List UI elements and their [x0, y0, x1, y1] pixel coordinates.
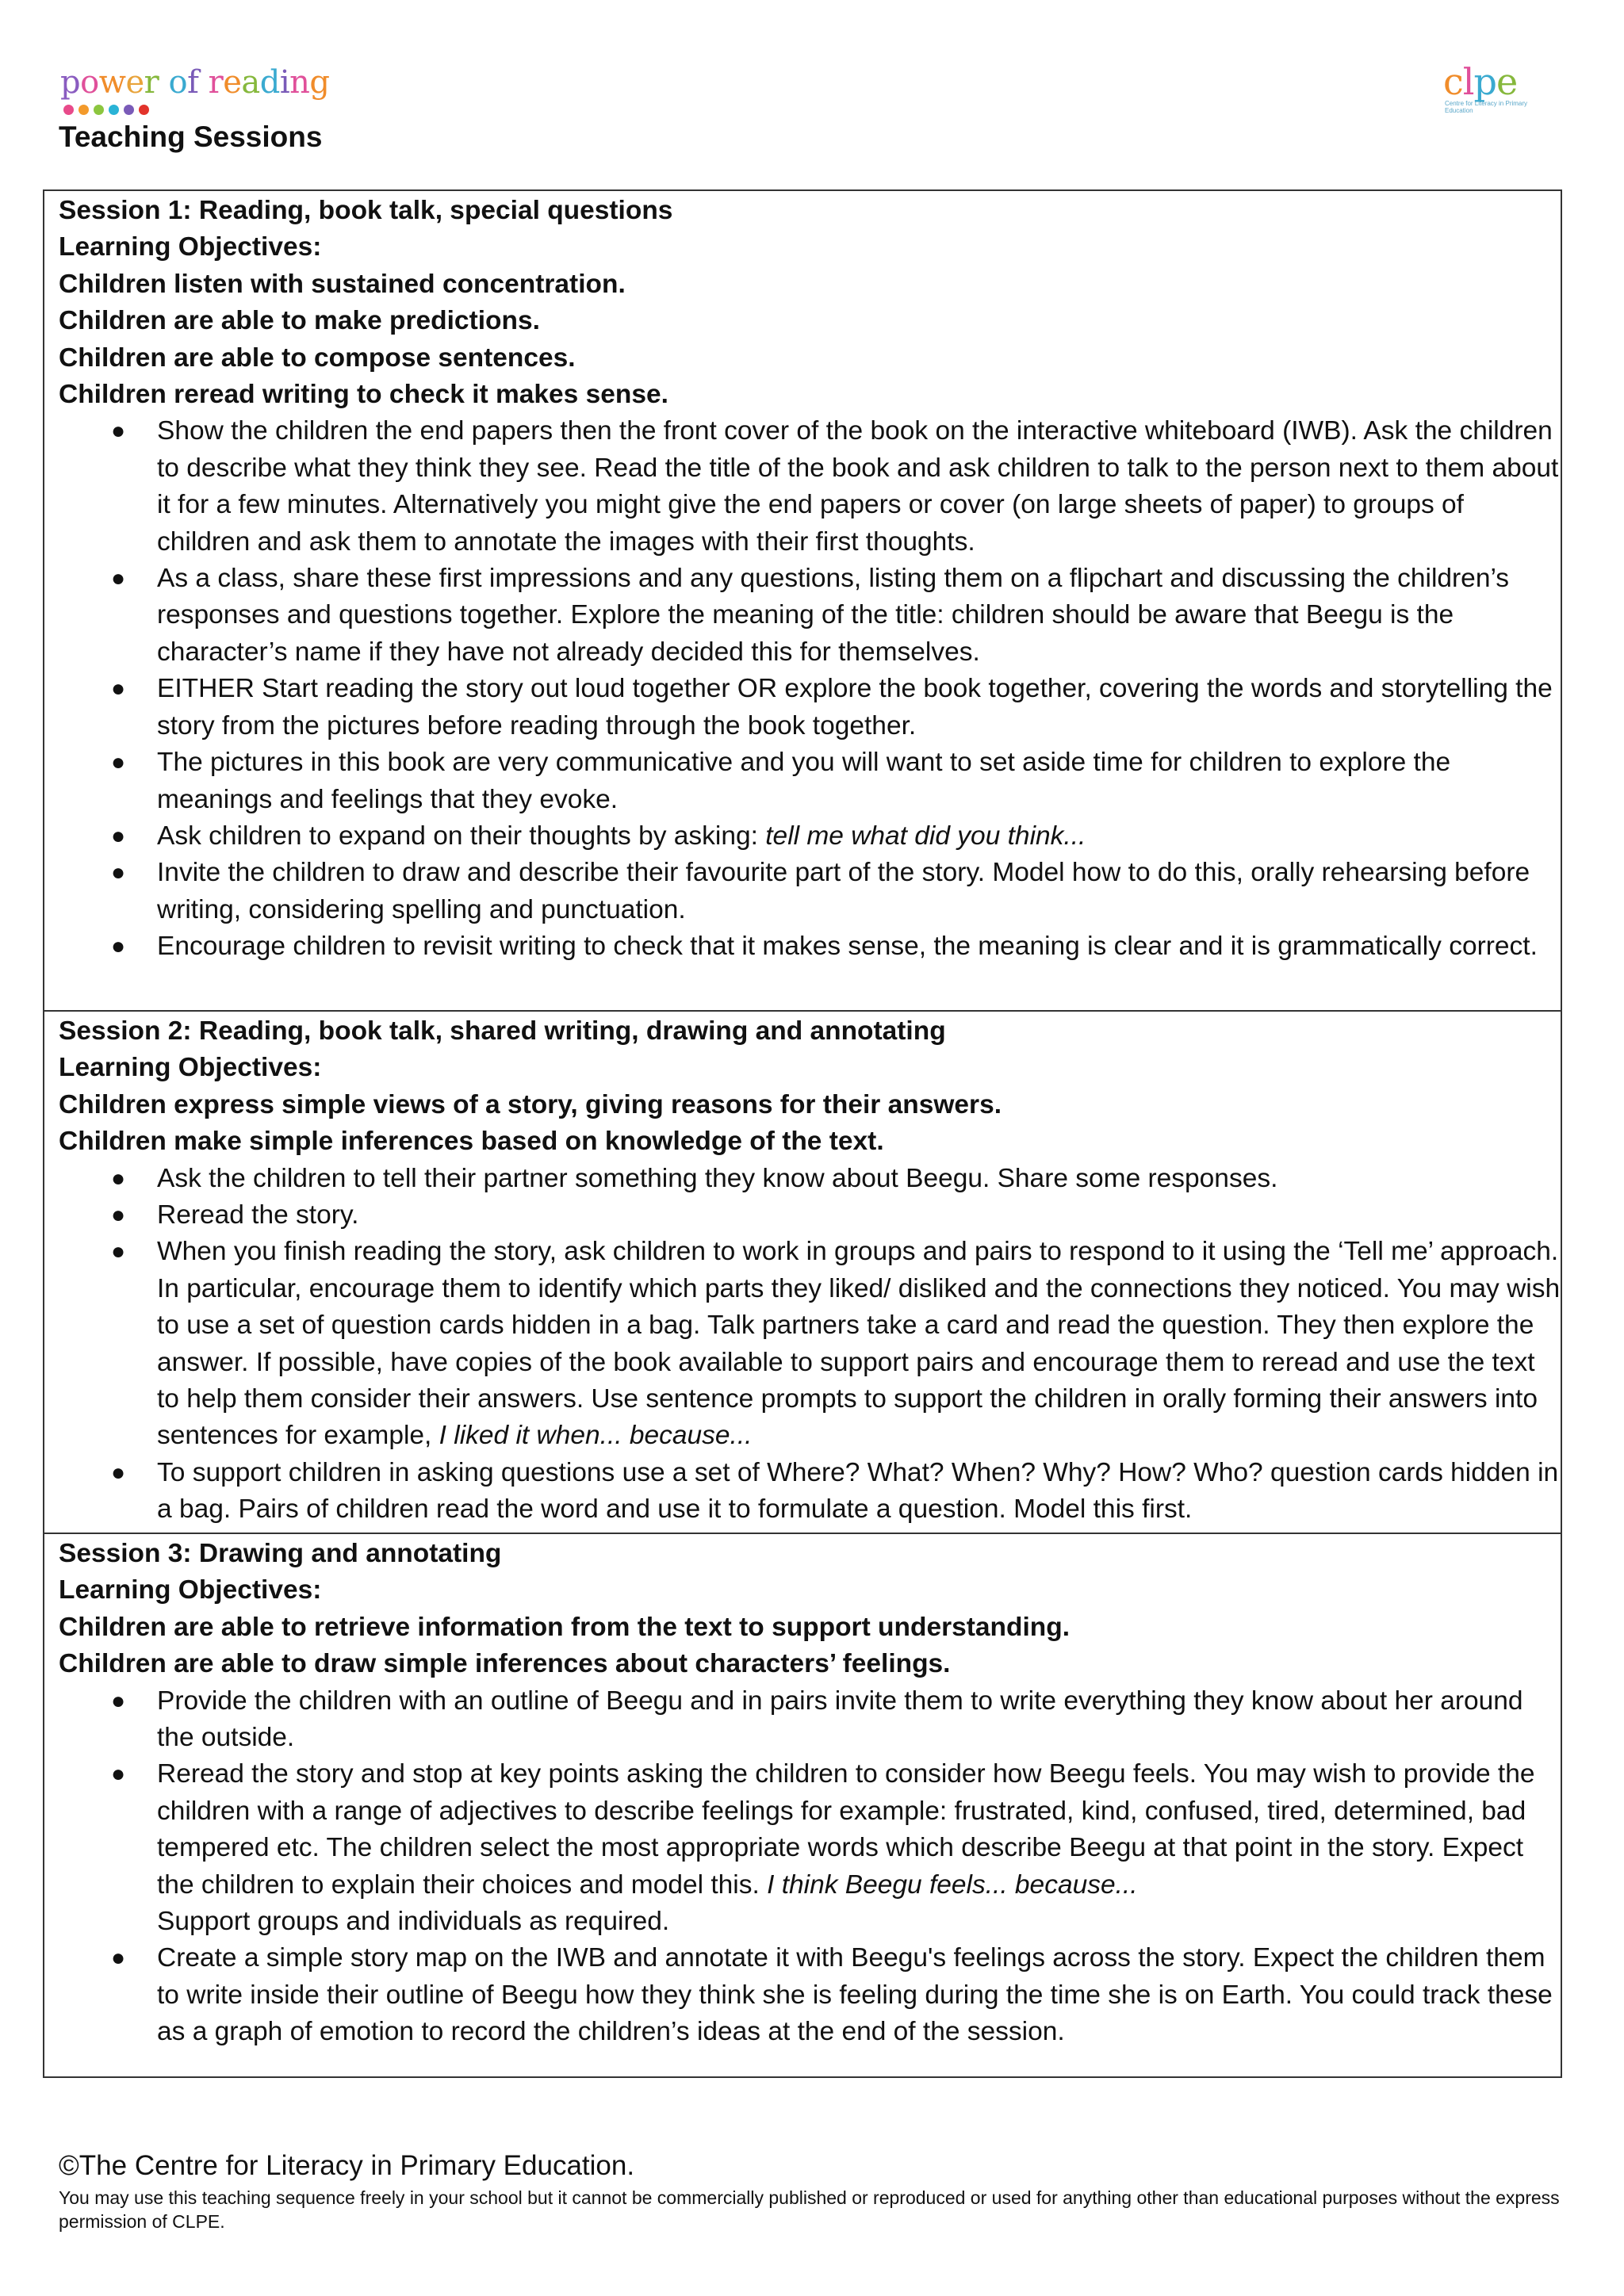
sessions-table: [43, 189, 1562, 2078]
list-item: [59, 1197, 1561, 1234]
bullet-text: To support children in asking questions use a set of Where? What? When? Why? How? Who? question cards hidden in a bag. Pairs of children read the word and use it to formulate a question. Model this first.: [157, 1457, 1559, 1525]
bullet-text: Provide the children with an outline of Beegu and in pairs invite them to write everything they know about her around the outside.: [157, 1686, 1523, 1753]
objective: Children reread writing to check it makes sense.: [59, 380, 668, 410]
list-item: [59, 855, 1561, 928]
bullet-text: Invite the children to draw and describe their favourite part of the story. Model how to do this, orally rehearsing before writing, considering spelling and punctuation.: [157, 858, 1530, 924]
page-title: Teaching Sessions: [59, 121, 323, 153]
clpe-logo: [1443, 60, 1530, 121]
session-heading: Session 1: Reading, book talk, special questions: [59, 196, 673, 225]
bullet-icon: ●: [111, 1761, 126, 1788]
logo-dots: [63, 105, 330, 115]
bullet-icon: ●: [111, 859, 126, 886]
objective: Children listen with sustained concentration.: [59, 269, 626, 299]
objective: Children are able to make predictions.: [59, 306, 540, 336]
session-1: [44, 191, 1561, 1012]
list-item: [59, 1161, 1561, 1197]
bullet-text: When you finish reading the story, ask children to work in groups and pairs to respond to it using the ‘Tell me’ approach. In particular, encourage them to identify which parts they liked/ disliked and the connections they noticed. You may wish to use a set of question cards hidden in a bag. Talk partners take a card and read the question. They then explore the answer. If possible, have copies of the book available to support pairs and encourage them to reread and use the text to help them consider their answers. Use sentence prompts to support the children in orally forming their answers into sentences for example,: [157, 1237, 1561, 1451]
bullet-text: Encourage children to revisit writing to check that it makes sense, the meaning is clear and it is grammatically correct.: [157, 932, 1538, 962]
session-heading: Session 3: Drawing and annotating: [59, 1539, 502, 1568]
bullet-list: [59, 413, 1561, 965]
bullet-icon: ●: [111, 1459, 126, 1486]
bullet-text-tail: Support groups and individuals as required.: [157, 1907, 670, 1937]
list-item: [59, 1234, 1561, 1454]
bullet-text: Ask children to expand on their thoughts by asking:: [157, 821, 766, 851]
bullet-text: Show the children the end papers then the front cover of the book on the interactive whiteboard (IWB). Ask the children to describe what they think they see. Read the title of the book and ask children to talk to the person next to them about it for a few minutes. Alternatively you might give the end papers or cover (on large sheets of paper) to groups of children and ask them to annotate the images with their first thoughts.: [157, 416, 1559, 557]
clpe-subtitle: Centre for Literacy in Primary Education: [1445, 100, 1528, 114]
bullet-text: As a class, share these first impressions and any questions, listing them on a flipchart and discussing the children’s responses and questions together. Explore the meaning of the title: children should be aware that Beegu is the character’s name if they have not already decided this for themselves.: [157, 564, 1510, 667]
list-item: [59, 744, 1561, 818]
objectives-label: Learning Objectives:: [59, 232, 322, 262]
list-item: [59, 1756, 1561, 1940]
list-item: [59, 818, 1561, 855]
list-item: [59, 928, 1561, 965]
objective: Children express simple views of a story, giving reasons for their answers.: [59, 1089, 1002, 1119]
bullet-icon: ●: [111, 565, 126, 592]
objective: Children are able to draw simple inferences about characters’ feelings.: [59, 1649, 951, 1679]
bullet-text: Ask the children to tell their partner something they know about Beegu. Share some responses.: [157, 1163, 1278, 1193]
bullet-icon: ●: [111, 933, 126, 960]
objective: Children are able to compose sentences.: [59, 342, 576, 373]
bullet-icon: ●: [111, 749, 126, 776]
bullet-icon: ●: [111, 1165, 126, 1192]
list-item: [59, 1683, 1561, 1757]
copyright: ©The Centre for Literacy in Primary Education.: [59, 2150, 635, 2181]
session-heading: Session 2: Reading, book talk, shared writing, drawing and annotating: [59, 1016, 946, 1046]
list-item: [59, 413, 1561, 561]
power-of-reading-logo: [60, 63, 330, 119]
bullet-text: The pictures in this book are very communicative and you will want to set aside time for children to explore the meanings and feelings that they evoke.: [157, 748, 1451, 814]
bullet-text: EITHER Start reading the story out loud together OR explore the book together, covering the words and storytelling the story from the pictures before reading through the book together.: [157, 674, 1553, 740]
bullet-icon: ●: [111, 675, 126, 702]
bullet-text: Create a simple story map on the IWB and annotate it with Beegu's feelings across the story. Expect the children them to write inside their outline of Beegu how they think she is feeling during the time she is on Earth. You could track these as a graph of emotion to record the children’s ideas at the end of the session.: [157, 1943, 1553, 2047]
objectives-label: Learning Objectives:: [59, 1053, 322, 1083]
bullet-icon: ●: [111, 1687, 126, 1714]
bullet-icon: ●: [111, 822, 126, 849]
bullet-italic: I think Beegu feels... because...: [767, 1869, 1138, 1900]
bullet-italic: tell me what did you think...: [765, 821, 1086, 851]
bullet-text: Reread the story.: [157, 1200, 359, 1230]
list-item: [59, 1455, 1561, 1529]
objective: Children make simple inferences based on knowledge of the text.: [59, 1127, 884, 1157]
session-2: [44, 1012, 1561, 1534]
bullet-icon: ●: [111, 1945, 126, 1972]
usage-notice: You may use this teaching sequence freely in your school but it cannot be commercially published or reproduced or used for anything other than educational purposes without the express permission of CLPE.: [59, 2187, 1560, 2232]
list-item: [59, 1940, 1561, 2050]
session-3: [44, 1534, 1561, 2076]
objective: Children are able to retrieve information from the text to support understanding.: [59, 1612, 1070, 1642]
bullet-text: Reread the story and stop at key points asking the children to consider how Beegu feels. You may wish to provide the children with a range of adjectives to describe feelings for example: frustrated, kind, confused, tired, determined, bad tempered etc. The children select the most appropriate words which describe Beegu at that point in the story. Expect the children to explain their choices and model this.: [157, 1759, 1535, 1900]
bullet-italic: I liked it when... because...: [439, 1421, 753, 1451]
bullet-list: [59, 1161, 1561, 1529]
clpe-wordmark: clpe: [1443, 60, 1518, 103]
bullet-icon: ●: [111, 418, 126, 445]
list-item: [59, 671, 1561, 744]
bullet-list: [59, 1683, 1561, 2051]
bullet-icon: ●: [111, 1238, 126, 1265]
objectives-label: Learning Objectives:: [59, 1575, 322, 1605]
bullet-icon: ●: [111, 1202, 126, 1229]
power-of-reading-wordmark: power of reading: [60, 64, 330, 101]
list-item: [59, 561, 1561, 671]
